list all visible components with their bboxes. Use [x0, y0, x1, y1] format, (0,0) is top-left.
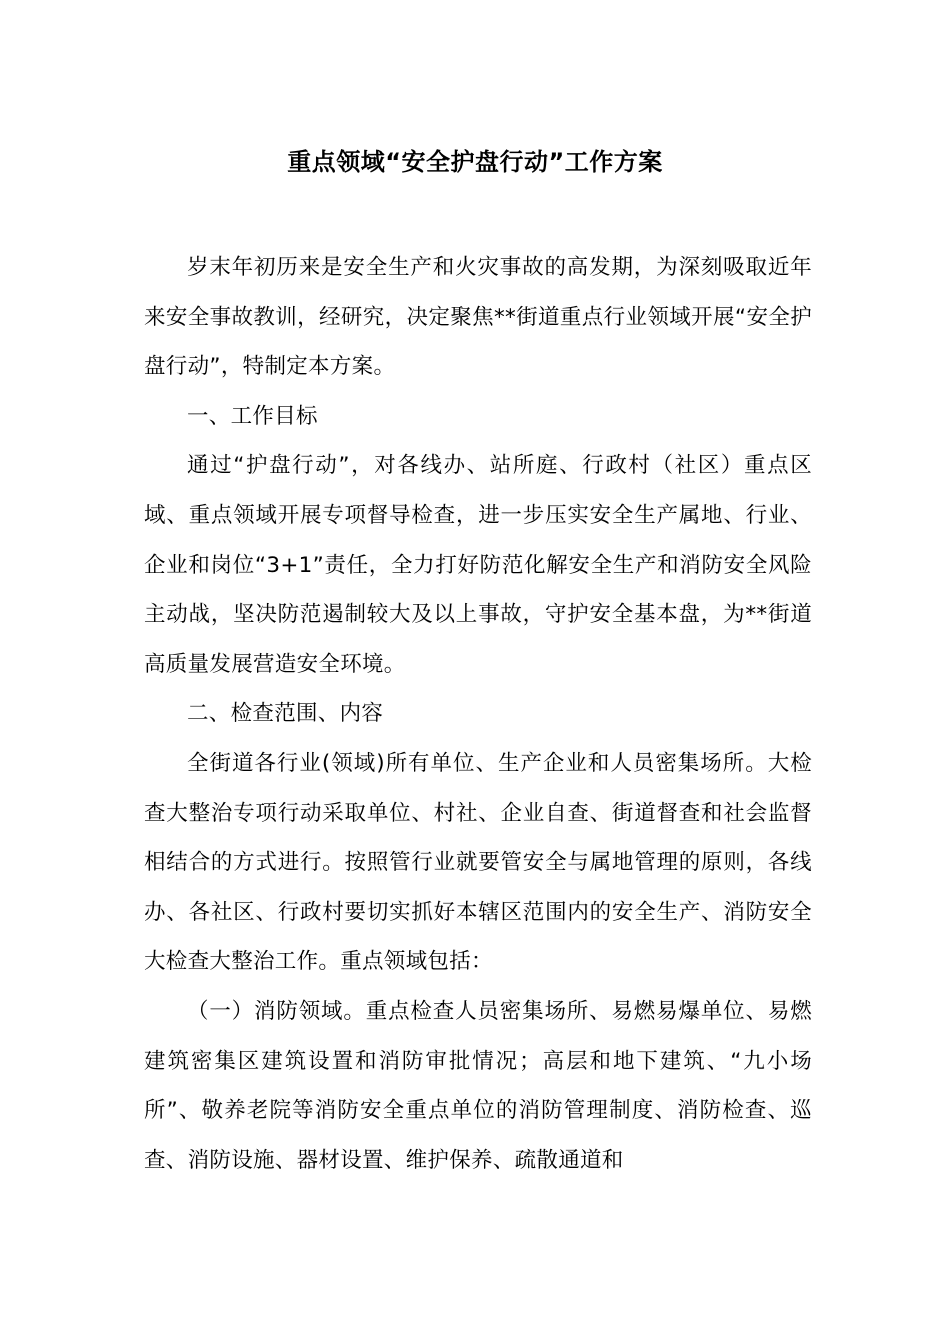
goals-paragraph: 通过“护盘行动”，对各线办、站所庭、行政村（社区）重点区域、重点领域开展专项督导检查，进一步压实安全生产属地、行业、企业和岗位“3+1”责任，全力打好防范化解安全生产和消防安全风险主动战，坚决防范遏制较大及以上事故，守护安全基本盘，为**街道高质量发展营造安全环境。 — [144, 453, 812, 677]
intro-paragraph: 岁末年初历来是安全生产和火灾事故的高发期，为深刻吸取近年来安全事故教训，经研究，决定聚焦**街道重点行业领域开展“安全护盘行动”，特制定本方案。 — [144, 255, 812, 380]
fire-safety-paragraph: （一）消防领域。重点检查人员密集场所、易燃易爆单位、易燃建筑密集区建筑设置和消防审批情况；高层和地下建筑、“九小场所”、敬养老院等消防安全重点单位的消防管理制度、消防检查、巡查、消防设施、器材设置、维护保养、疏散通道和 — [144, 998, 812, 1173]
scope-paragraph: 全街道各行业(领域)所有单位、生产企业和人员密集场所。大检查大整治专项行动采取单位、村社、企业自查、街道督查和社会监督相结合的方式进行。按照管行业就要管安全与属地管理的原则，各线办、各社区、行政村要切实抓好本辖区范围内的安全生产、消防安全大检查大整治工作。重点领域包括： — [144, 750, 812, 975]
section-heading-scope: 二、检查范围、内容 — [187, 701, 384, 727]
section-heading-goals: 一、工作目标 — [187, 403, 318, 429]
document-body — [144, 243, 812, 1185]
document-title: 重点领域“安全护盘行动”工作方案 — [287, 148, 663, 176]
